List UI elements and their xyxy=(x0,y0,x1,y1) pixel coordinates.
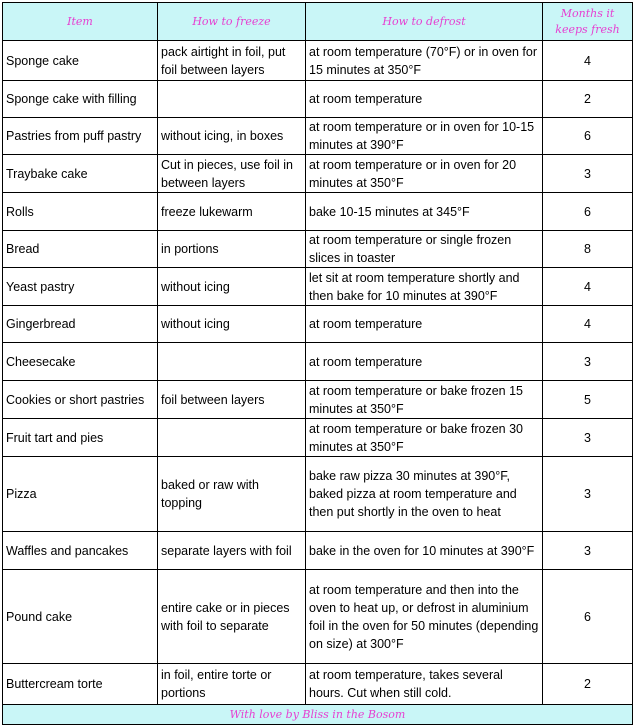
freeze-cell: without icing, in boxes xyxy=(158,118,306,155)
item-cell: Cheesecake xyxy=(3,343,158,381)
header-row xyxy=(3,3,633,41)
item-cell: Bread xyxy=(3,231,158,268)
header-how-to-freeze: How to freeze xyxy=(158,3,306,41)
months-cell: 3 xyxy=(543,155,633,193)
defrost-cell: at room temperature xyxy=(306,81,543,118)
header-item: Item xyxy=(3,3,158,41)
item-cell: Rolls xyxy=(3,193,158,231)
months-cell: 3 xyxy=(543,419,633,457)
defrost-cell: at room temperature or in oven for 20 minutes at 350°F xyxy=(306,155,543,193)
item-cell: Pizza xyxy=(3,457,158,532)
freeze-cell: baked or raw with topping xyxy=(158,457,306,532)
item-cell: Buttercream torte xyxy=(3,664,158,705)
freeze-cell xyxy=(158,419,306,457)
defrost-cell: at room temperature xyxy=(306,343,543,381)
table-row xyxy=(3,419,633,457)
months-cell: 4 xyxy=(543,268,633,306)
freeze-cell: entire cake or in pieces with foil to separate xyxy=(158,570,306,664)
item-cell: Sponge cake xyxy=(3,41,158,81)
months-cell: 3 xyxy=(543,457,633,532)
months-cell: 6 xyxy=(543,570,633,664)
freeze-cell: without icing xyxy=(158,306,306,343)
item-cell: Pound cake xyxy=(3,570,158,664)
freeze-cell: separate layers with foil xyxy=(158,532,306,570)
freeze-cell: in portions xyxy=(158,231,306,268)
freeze-cell: in foil, entire torte or portions xyxy=(158,664,306,705)
table-row xyxy=(3,155,633,193)
item-cell: Fruit tart and pies xyxy=(3,419,158,457)
months-cell: 2 xyxy=(543,81,633,118)
item-cell: Waffles and pancakes xyxy=(3,532,158,570)
table-row xyxy=(3,457,633,532)
freeze-cell: without icing xyxy=(158,268,306,306)
defrost-cell: bake in the oven for 10 minutes at 390°F xyxy=(306,532,543,570)
footer-credit: With love by Bliss in the Bosom xyxy=(3,705,633,725)
table-row xyxy=(3,664,633,705)
defrost-cell: at room temperature or bake frozen 15 minutes at 350°F xyxy=(306,381,543,419)
defrost-cell: at room temperature, takes several hours. Cut when still cold. xyxy=(306,664,543,705)
item-cell: Cookies or short pastries xyxy=(3,381,158,419)
defrost-cell: bake raw pizza 30 minutes at 390°F, baked pizza at room temperature and then put shortly in the oven to heat xyxy=(306,457,543,532)
months-cell: 4 xyxy=(543,306,633,343)
table-row xyxy=(3,193,633,231)
header-months-fresh: Months it keeps fresh xyxy=(543,3,633,41)
item-cell: Yeast pastry xyxy=(3,268,158,306)
table-row xyxy=(3,570,633,664)
freezing-guide-table xyxy=(2,2,633,725)
table-row xyxy=(3,343,633,381)
freeze-cell: pack airtight in foil, put foil between layers xyxy=(158,41,306,81)
months-cell: 6 xyxy=(543,118,633,155)
freeze-cell: freeze lukewarm xyxy=(158,193,306,231)
freeze-cell xyxy=(158,343,306,381)
months-cell: 8 xyxy=(543,231,633,268)
table-row xyxy=(3,268,633,306)
freeze-cell: Cut in pieces, use foil in between layers xyxy=(158,155,306,193)
months-cell: 6 xyxy=(543,193,633,231)
item-cell: Sponge cake with filling xyxy=(3,81,158,118)
table-row xyxy=(3,306,633,343)
table-row xyxy=(3,118,633,155)
table-row xyxy=(3,41,633,81)
defrost-cell: at room temperature or in oven for 10-15 minutes at 390°F xyxy=(306,118,543,155)
table-row xyxy=(3,81,633,118)
footer-row xyxy=(3,705,633,725)
defrost-cell: at room temperature and then into the oven to heat up, or defrost in aluminium foil in the oven for 50 minutes (depending on size) at 300°F xyxy=(306,570,543,664)
months-cell: 2 xyxy=(543,664,633,705)
months-cell: 3 xyxy=(543,343,633,381)
item-cell: Pastries from puff pastry xyxy=(3,118,158,155)
months-cell: 3 xyxy=(543,532,633,570)
table-row xyxy=(3,231,633,268)
freeze-cell: foil between layers xyxy=(158,381,306,419)
header-how-to-defrost: How to defrost xyxy=(306,3,543,41)
defrost-cell: at room temperature xyxy=(306,306,543,343)
defrost-cell: at room temperature (70°F) or in oven for 15 minutes at 350°F xyxy=(306,41,543,81)
freeze-cell xyxy=(158,81,306,118)
defrost-cell: bake 10-15 minutes at 345°F xyxy=(306,193,543,231)
months-cell: 4 xyxy=(543,41,633,81)
months-cell: 5 xyxy=(543,381,633,419)
table-row xyxy=(3,532,633,570)
defrost-cell: at room temperature or bake frozen 30 minutes at 350°F xyxy=(306,419,543,457)
defrost-cell: let sit at room temperature shortly and then bake for 10 minutes at 390°F xyxy=(306,268,543,306)
table-row xyxy=(3,381,633,419)
defrost-cell: at room temperature or single frozen slices in toaster xyxy=(306,231,543,268)
item-cell: Gingerbread xyxy=(3,306,158,343)
item-cell: Traybake cake xyxy=(3,155,158,193)
